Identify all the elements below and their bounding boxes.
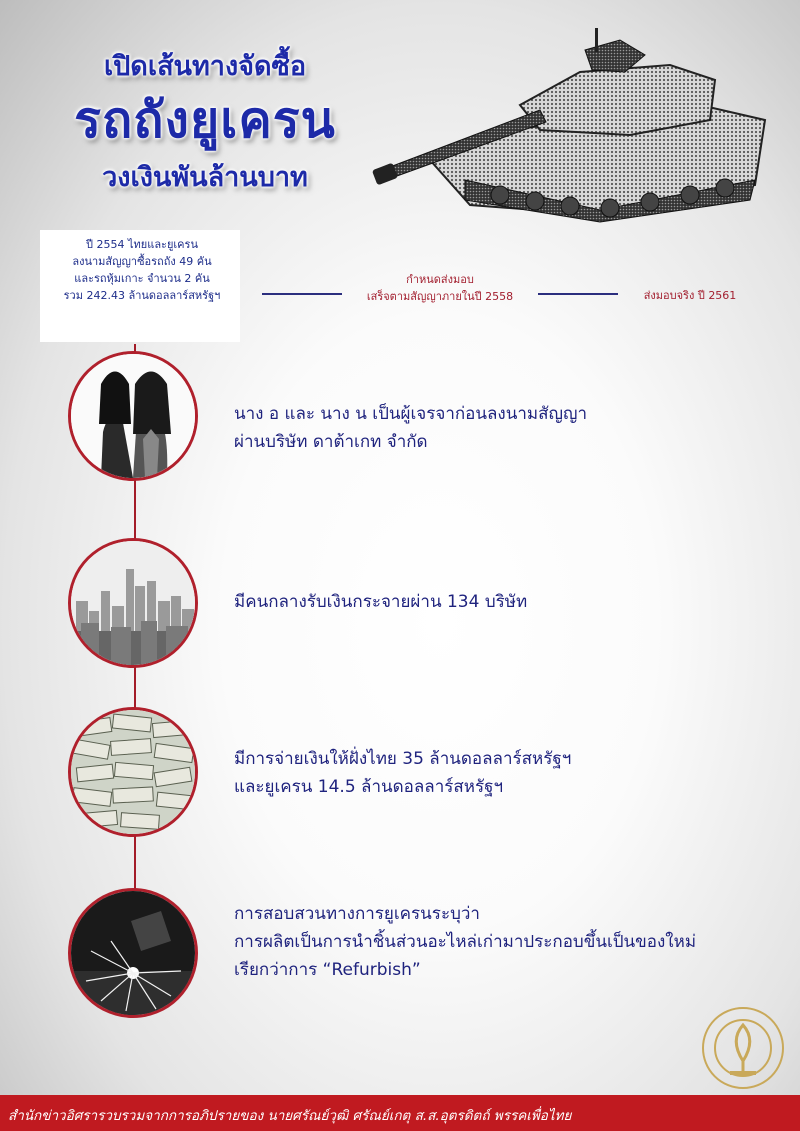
tank-icon [370,10,770,225]
timeline-event-deadline: กำหนดส่งมอบ เสร็จตามสัญญาภายในปี 2558 [366,273,514,303]
headline-line-3: วงเงินพันล้านบาท [102,162,308,193]
isranews-seal-icon [700,1005,786,1091]
city-skyline-icon [68,538,198,668]
headline-line-1: เปิดเส้นทางจัดซื้อ [103,51,307,82]
item-payments: มีการจ่ายเงินให้ฝั่งไทย 35 ล้านดอลลาร์สหรัฐฯ และยูเครน 14.5 ล้านดอลลาร์สหรัฐฯ [234,749,572,797]
item-negotiators: นาง อ และ นาง น เป็นผู้เจรจาก่อนลงนามสัญญา ผ่านบริษัท ดาต้าเกท จำกัด [234,404,587,452]
item-intermediaries: มีคนกลางรับเงินกระจายผ่าน 134 บริษัท [234,592,528,612]
source-credit: สำนักข่าวอิศรารวบรวมจากการอภิปรายของ นายศรัณย์วุฒิ ศรัณย์เกตุ ส.ส.อุตรดิตถ์ พรรคเพื่อไทย [8,1108,572,1124]
timeline-event-contract: ปี 2554 ไทยและยูเครน ลงนามสัญญาซื้อรถถัง 49 คัน และรถหุ้มเกาะ จำนวน 2 คัน รวม 242.43 ล้านดอลลาร์สหรัฐฯ [63,238,221,302]
timeline-event-actual-delivery: ส่งมอบจริง ปี 2561 [643,289,737,302]
money-stacks-icon [68,707,198,837]
headline-line-2: รถถังยูเครน [74,91,336,149]
negotiators-icon [68,351,198,481]
delivery-timeline [0,230,800,350]
item-refurbish-finding: การสอบสวนทางการยูเครนระบุว่า การผลิตเป็นการนำชิ้นส่วนอะไหล่เก่ามาประกอบขึ้นเป็นของใหม่ เรียกว่าการ “Refurbish” [234,904,697,980]
timeline-connector-2 [538,293,618,295]
headline [40,40,370,198]
timeline-connector-1 [262,293,342,295]
source-footer [0,1095,800,1131]
welding-sparks-icon [68,888,198,1018]
